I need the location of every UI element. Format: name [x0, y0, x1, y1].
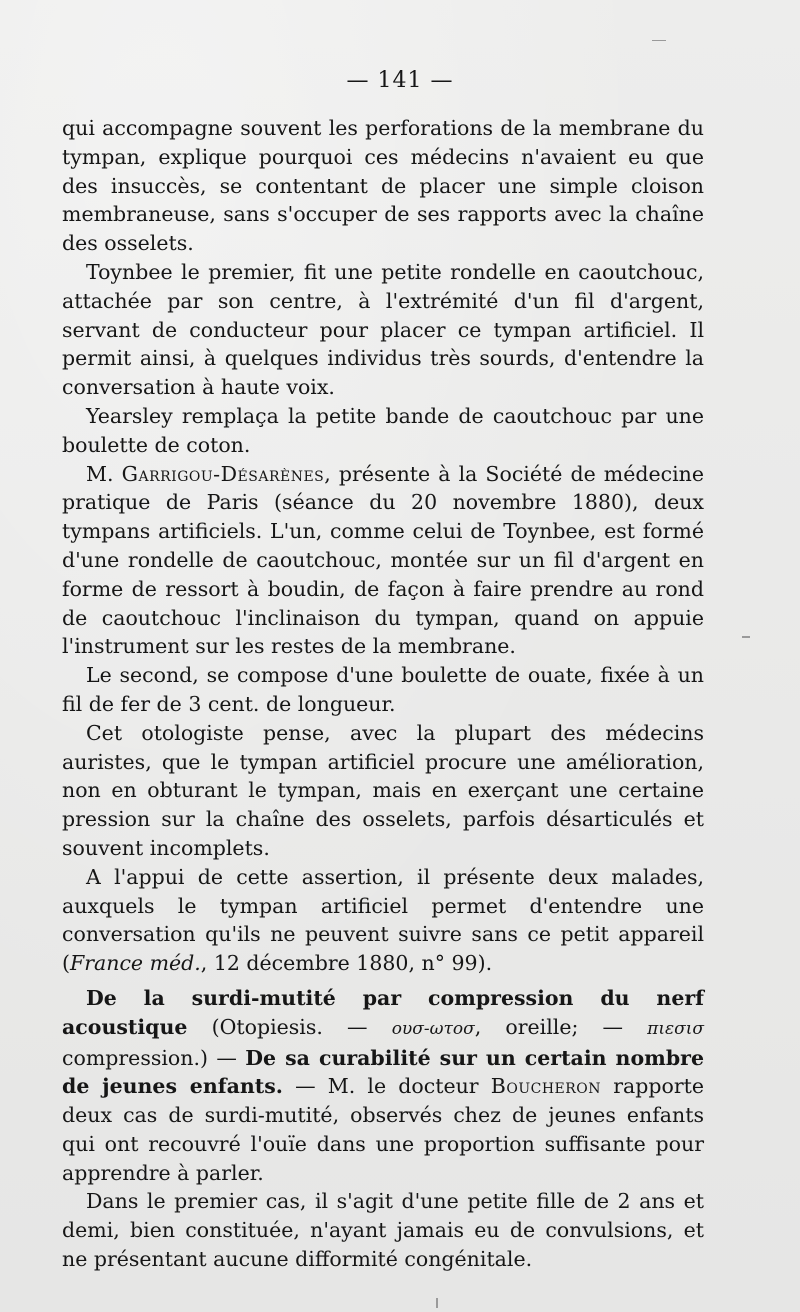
paragraph-8 — [62, 984, 704, 1188]
paragraph-1-text: qui accompagne souvent les perforations de la membrane du tympan, explique pourquoi ces médecins n'avaient eu que des insuccès, se contentant de placer une simple cloison membraneuse, sans s'occuper de ses rapports avec la chaîne des osselets. — [62, 116, 704, 256]
greek-word-otos: ουσ-ωτοσ — [391, 1018, 475, 1039]
etymology-oreille: , oreille; — — [474, 1014, 648, 1039]
section-title-surdi-mutite: De la surdi-mutité par compression du nerf acoustique — [62, 985, 704, 1039]
paragraph-2 — [62, 258, 704, 402]
greek-word-piesis: πιεσισ — [647, 1018, 704, 1039]
etymology-open: (Otopiesis. — — [187, 1014, 392, 1039]
paragraph-8-text: rapporte deux cas de surdi-mutité, observés chez de jeunes enfants qui ont recouvré l'ouïe dans une proportion suffisante pour apprendre à parler. — [62, 1074, 704, 1185]
paragraph-7-text: A l'appui de cette assertion, il présente deux malades, auxquels le tympan artificiel permet d'entendre une conversation qu'ils ne peuvent suivre sans ce petit appareil ( — [62, 864, 704, 976]
citation-journal: France méd. — [70, 951, 201, 976]
paragraph-4-text: , présente à la Société de médecine pratique de Paris (séance du 20 novembre 1880), deux tympans artificiels. L'un, comme celui de Toynbee, est formé d'une rondelle de caoutchouc, montée sur un fil d'argent en forme de ressort à boudin, de façon à faire prendre au rond de caoutchouc l'inclinaison du tympan, quand on appuie l'instrument sur les restes de la membrane. — [62, 461, 704, 659]
paragraph-2-text: Toynbee le premier, fit une petite rondelle en caoutchouc, attachée par son centre, à l'extrémité d'un fil d'argent, servant de conducteur pour placer ce tympan artificiel. Il permit ainsi, à quelques individus très sourds, d'entendre la conversation à haute voix. — [62, 259, 704, 400]
paragraph-7 — [62, 863, 704, 978]
paragraph-5 — [62, 661, 704, 719]
section-title-curabilite: De sa curabilité sur un certain nombre de jeunes enfants. — [62, 1045, 704, 1099]
author-name-garrigou: Garrigou-Désarènes — [121, 461, 325, 486]
paragraph-6 — [62, 719, 704, 863]
paragraph-4 — [62, 460, 704, 662]
paragraph-3-text: Yearsley remplaça la petite bande de caoutchouc par une boulette de coton. — [62, 403, 704, 457]
paper-speck — [436, 1298, 438, 1308]
paragraph-9-text: Dans le premier cas, il s'agit d'une petite fille de 2 ans et demi, bien constituée, n'ayant jamais eu de convulsions, et ne présentant aucune difformité congénitale. — [62, 1189, 704, 1272]
paragraph-6-text: Cet otologiste pense, avec la plupart des médecins auristes, que le tympan artificiel procure une amélioration, non en obturant le tympan, mais en exerçant une certaine pression sur la chaîne des osselets, parfois désarticulés et souvent incomplets. — [62, 720, 704, 860]
paragraph-4-prefix: M. — [86, 461, 122, 486]
paragraph-5-text: Le second, se compose d'une boulette de ouate, fixée à un fil de fer de 3 cent. de longueur. — [62, 663, 704, 716]
author-name-boucheron: Boucheron — [490, 1074, 602, 1099]
paragraph-8-dash: — M. le docteur — [282, 1074, 491, 1099]
paragraph-3 — [62, 402, 704, 460]
body-text — [62, 114, 704, 1274]
etymology-compression: compression.) — — [62, 1045, 246, 1070]
paper-speck — [652, 40, 666, 41]
page-number: — 141 — — [346, 68, 454, 93]
paragraph-7-suffix: , 12 décembre 1880, n° 99). — [200, 951, 493, 976]
paragraph-1 — [62, 114, 704, 258]
paper-speck — [742, 636, 750, 638]
paragraph-9 — [62, 1187, 704, 1273]
